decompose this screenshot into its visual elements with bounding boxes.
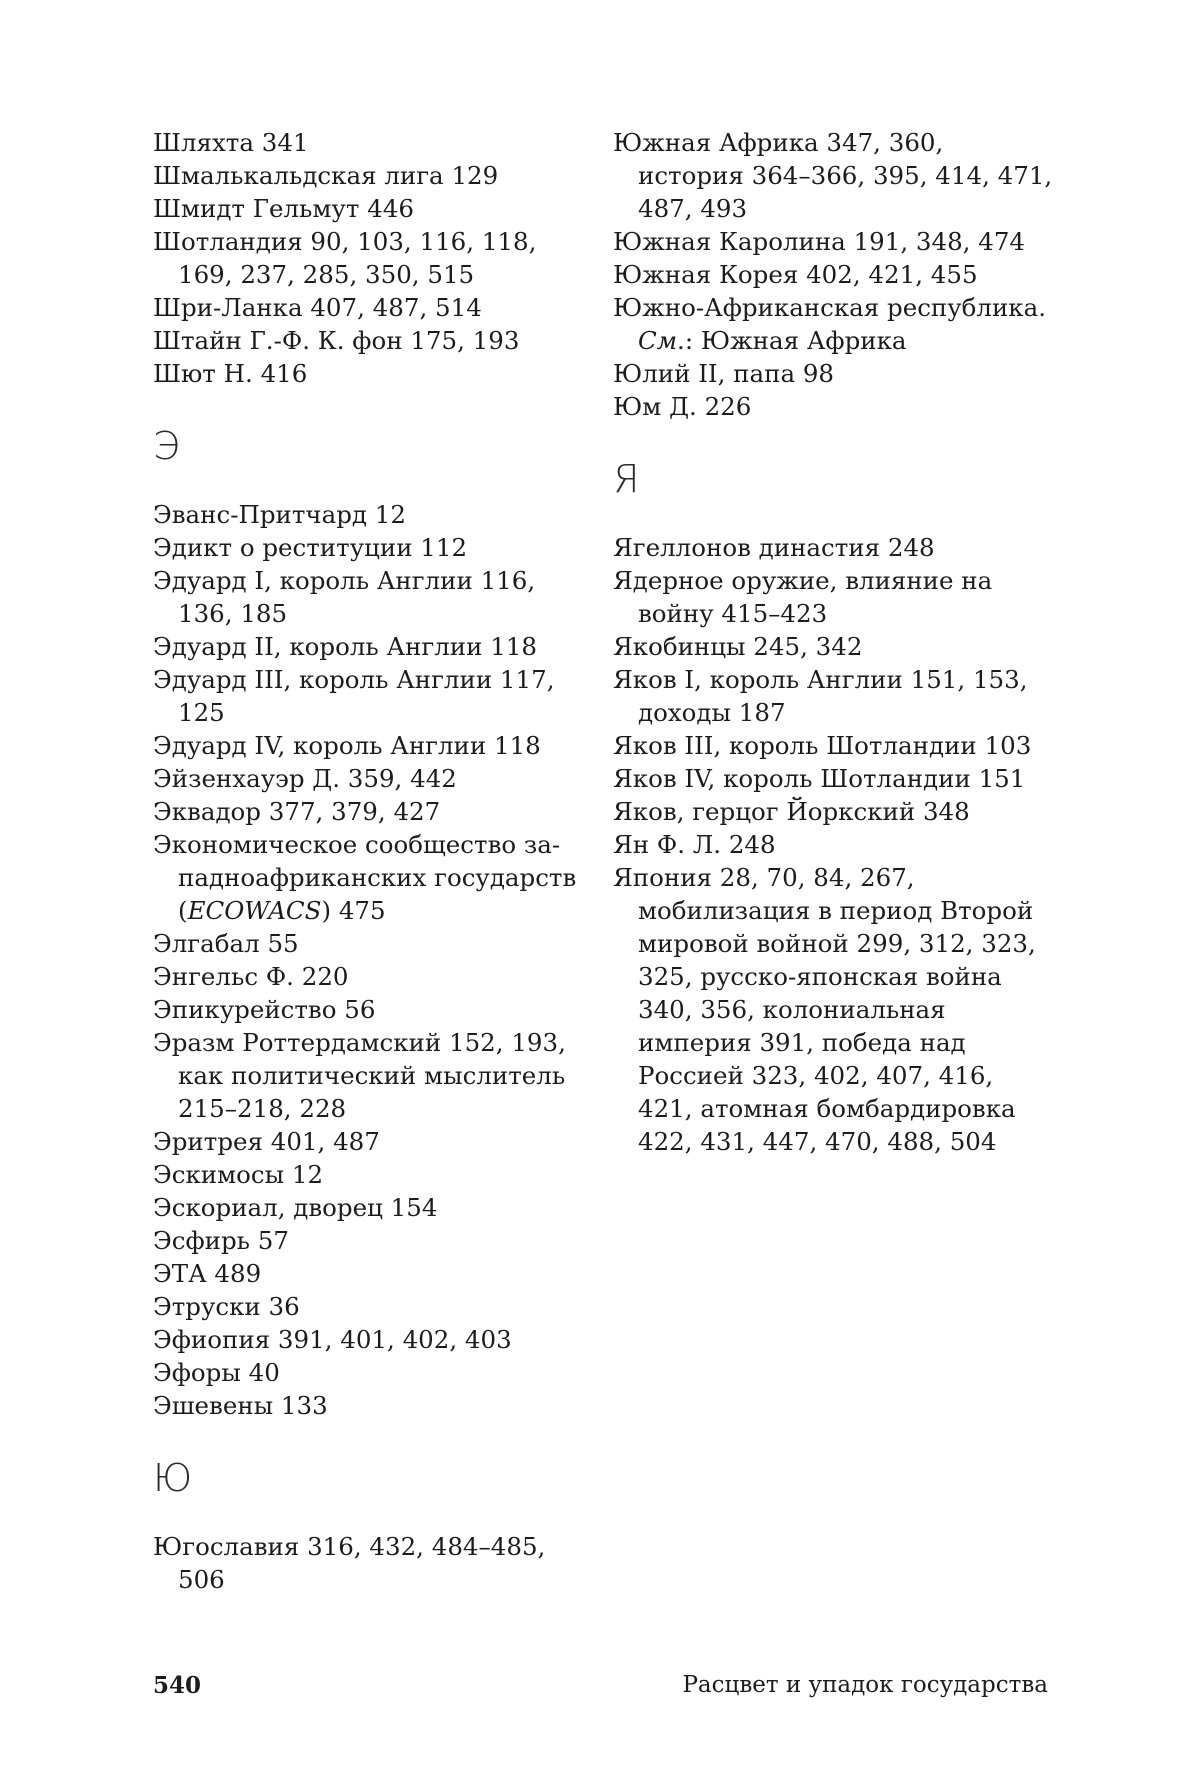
index-entry: Ян Ф. Л. 248 xyxy=(613,830,776,859)
index-column-left xyxy=(153,126,593,1596)
index-entry: ЭТА 489 xyxy=(153,1259,262,1288)
index-entry: Эфиопия 391, 401, 402, 403 xyxy=(153,1325,512,1354)
index-section-letter: Я xyxy=(613,457,640,501)
index-entry: Эдуард III, король Англии 117, 125 xyxy=(153,665,555,727)
index-entry: Штайн Г.-Ф. К. фон 175, 193 xyxy=(153,326,520,355)
index-entry: Эскориал, дворец 154 xyxy=(153,1193,438,1222)
index-entry: Япония 28, 70, 84, 267, мобилизация в период Второй мировой войной 299, 312, 323, 325, русско-японская война 340, 356, колониальная империя 391, победа над Россией 323, 402, 407, 416, 421, атомная бомбардировка 422, 431, 447, 470, 488, 504 xyxy=(613,863,1036,1156)
index-entry-part: Южно-Африканская республика. xyxy=(613,293,1047,322)
index-column-right xyxy=(613,126,1053,1158)
index-entry: Эскимосы 12 xyxy=(153,1160,324,1189)
index-section-letter: Ю xyxy=(153,1456,193,1500)
index-entry: Эдуард IV, король Англии 118 xyxy=(153,731,541,760)
index-entry-part: Экономическое сообщество за-падноафриканских государств ( xyxy=(153,830,577,925)
index-entry: Южная Каролина 191, 348, 474 xyxy=(613,227,1026,256)
index-entry: Эдуард I, король Англии 116, 136, 185 xyxy=(153,566,536,628)
index-entry: Юм Д. 226 xyxy=(613,392,752,421)
index-entry: Южная Корея 402, 421, 455 xyxy=(613,260,978,289)
index-entry: Шмалькальдская лига 129 xyxy=(153,161,499,190)
index-entry: Юлий II, папа 98 xyxy=(613,359,835,388)
index-entry-part: : Южная Африка xyxy=(684,326,907,355)
index-entry: Шют Н. 416 xyxy=(153,359,308,388)
index-entry: Эфоры 40 xyxy=(153,1358,280,1387)
index-entry: Яков III, король Шотландии 103 xyxy=(613,731,1032,760)
index-entry: Элгабал 55 xyxy=(153,929,299,958)
index-entry: Яков, герцог Йоркский 348 xyxy=(613,797,970,826)
index-entry-italic-part: См. xyxy=(638,326,685,355)
index-entry: Шотландия 90, 103, 116, 118, 169, 237, 285, 350, 515 xyxy=(153,227,537,289)
index-entry: Эразм Роттердамский 152, 193, как политический мыслитель 215–218, 228 xyxy=(153,1028,566,1123)
index-entry: Шляхта 341 xyxy=(153,128,309,157)
index-entry xyxy=(153,828,593,927)
index-entry: Эйзенхауэр Д. 359, 442 xyxy=(153,764,457,793)
index-entry: Южная Африка 347, 360, история 364–366, 395, 414, 471, 487, 493 xyxy=(613,128,1053,223)
index-entry: Эритрея 401, 487 xyxy=(153,1127,380,1156)
index-entry: Эванс-Притчард 12 xyxy=(153,500,406,529)
index-entry: Ягеллонов династия 248 xyxy=(613,533,935,562)
index-entry: Яков IV, король Шотландии 151 xyxy=(613,764,1026,793)
running-title: Расцвет и упадок государства xyxy=(682,1672,1048,1698)
index-entry: Эпикурейство 56 xyxy=(153,995,376,1024)
index-section-letter: Э xyxy=(153,424,180,468)
index-entry: Эдуард II, король Англии 118 xyxy=(153,632,538,661)
index-entry xyxy=(613,291,1053,357)
index-entry: Энгельс Ф. 220 xyxy=(153,962,349,991)
index-entry: Эсфирь 57 xyxy=(153,1226,289,1255)
index-entry: Яков I, король Англии 151, 153, доходы 187 xyxy=(613,665,1028,727)
index-entry: Этруски 36 xyxy=(153,1292,300,1321)
index-entry: Якобинцы 245, 342 xyxy=(613,632,863,661)
index-entry: Эдикт о реституции 112 xyxy=(153,533,468,562)
index-entry: Шмидт Гельмут 446 xyxy=(153,194,414,223)
index-entry: Эквадор 377, 379, 427 xyxy=(153,797,441,826)
page-number: 540 xyxy=(153,1672,202,1699)
index-entry-italic-part: ECOWACS xyxy=(187,896,322,925)
index-entry: Югославия 316, 432, 484–485, 506 xyxy=(153,1532,546,1594)
index-entry-part: ) 475 xyxy=(321,896,386,925)
index-entry: Эшевены 133 xyxy=(153,1391,328,1420)
index-entry: Ядерное оружие, влияние на войну 415–423 xyxy=(613,566,993,628)
index-entry: Шри-Ланка 407, 487, 514 xyxy=(153,293,482,322)
